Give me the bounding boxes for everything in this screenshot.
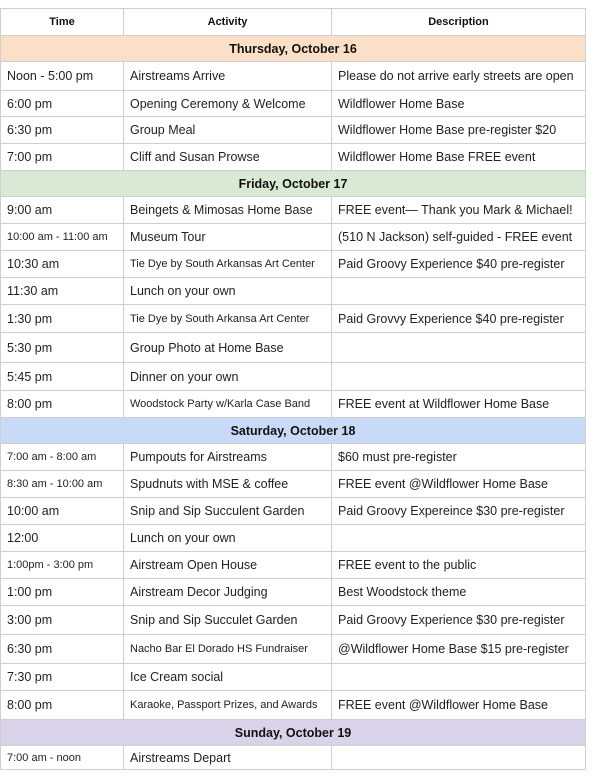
event-time: 12:00 <box>1 525 124 552</box>
day-title: Thursday, October 16 <box>1 36 586 62</box>
event-time: 10:00 am - 11:00 am <box>1 224 124 251</box>
event-description: Paid Groovy Experience $40 pre-register <box>332 251 586 278</box>
event-row <box>1 251 586 278</box>
event-time: 8:30 am - 10:00 am <box>1 471 124 498</box>
event-time: 7:00 am - 8:00 am <box>1 444 124 471</box>
event-activity: Pumpouts for Airstreams <box>124 444 332 471</box>
event-time: 1:00 pm <box>1 579 124 606</box>
event-description <box>332 333 586 363</box>
event-time: 5:45 pm <box>1 363 124 391</box>
event-description: $60 must pre-register <box>332 444 586 471</box>
event-row <box>1 635 586 664</box>
event-activity: Opening Ceremony & Welcome <box>124 91 332 117</box>
event-row <box>1 471 586 498</box>
event-activity: Group Meal <box>124 117 332 144</box>
event-time: 8:00 pm <box>1 691 124 720</box>
event-activity: Karaoke, Passport Prizes, and Awards <box>124 691 332 720</box>
event-activity: Airstreams Arrive <box>124 62 332 91</box>
event-time: 7:30 pm <box>1 664 124 691</box>
event-row <box>1 91 586 117</box>
event-row <box>1 305 586 333</box>
event-time: Noon - 5:00 pm <box>1 62 124 91</box>
event-description: FREE event @Wildflower Home Base <box>332 471 586 498</box>
event-description: FREE event to the public <box>332 552 586 579</box>
event-activity: Museum Tour <box>124 224 332 251</box>
event-description: FREE event— Thank you Mark & Michael! <box>332 197 586 224</box>
event-activity: Airstream Open House <box>124 552 332 579</box>
event-row <box>1 117 586 144</box>
event-description <box>332 363 586 391</box>
event-activity: Nacho Bar El Dorado HS Fundraiser <box>124 635 332 664</box>
event-row <box>1 579 586 606</box>
event-time: 1:30 pm <box>1 305 124 333</box>
day-header-row <box>1 418 586 444</box>
event-row <box>1 498 586 525</box>
event-description: FREE event @Wildflower Home Base <box>332 691 586 720</box>
event-time: 7:00 pm <box>1 144 124 171</box>
event-row <box>1 606 586 635</box>
event-time: 3:00 pm <box>1 606 124 635</box>
event-activity: Snip and Sip Succulet Garden <box>124 606 332 635</box>
event-description: Paid Groovy Expereince $30 pre-register <box>332 498 586 525</box>
event-description: Best Woodstock theme <box>332 579 586 606</box>
event-activity: Cliff and Susan Prowse <box>124 144 332 171</box>
event-activity: Airstream Decor Judging <box>124 579 332 606</box>
event-row <box>1 224 586 251</box>
event-time: 7:00 am - noon <box>1 746 124 770</box>
event-time: 11:30 am <box>1 278 124 305</box>
event-time: 10:00 am <box>1 498 124 525</box>
event-time: 6:30 pm <box>1 635 124 664</box>
event-description: Wildflower Home Base pre-register $20 <box>332 117 586 144</box>
event-row <box>1 525 586 552</box>
event-activity: Dinner on your own <box>124 363 332 391</box>
event-description: Paid Grovvy Experience $40 pre-register <box>332 305 586 333</box>
event-activity: Spudnuts with MSE & coffee <box>124 471 332 498</box>
event-activity: Lunch on your own <box>124 278 332 305</box>
time-header: Time <box>1 9 124 36</box>
event-activity: Airstreams Depart <box>124 746 332 770</box>
event-activity: Group Photo at Home Base <box>124 333 332 363</box>
day-header-row <box>1 720 586 746</box>
event-time: 5:30 pm <box>1 333 124 363</box>
event-description: @Wildflower Home Base $15 pre-register <box>332 635 586 664</box>
event-time: 9:00 am <box>1 197 124 224</box>
event-activity: Beingets & Mimosas Home Base <box>124 197 332 224</box>
event-time: 10:30 am <box>1 251 124 278</box>
schedule-table <box>0 8 586 770</box>
event-row <box>1 552 586 579</box>
header-row <box>1 9 586 36</box>
day-header-row <box>1 171 586 197</box>
event-time: 6:00 pm <box>1 91 124 117</box>
day-title: Saturday, October 18 <box>1 418 586 444</box>
day-title: Sunday, October 19 <box>1 720 586 746</box>
event-description <box>332 525 586 552</box>
event-description <box>332 664 586 691</box>
event-time: 1:00pm - 3:00 pm <box>1 552 124 579</box>
event-description <box>332 278 586 305</box>
event-description <box>332 746 586 770</box>
event-description: FREE event at Wildflower Home Base <box>332 391 586 418</box>
event-description: Wildflower Home Base <box>332 91 586 117</box>
event-row <box>1 664 586 691</box>
event-time: 6:30 pm <box>1 117 124 144</box>
event-description: Paid Groovy Experience $30 pre-register <box>332 606 586 635</box>
schedule-body <box>1 36 586 770</box>
day-title: Friday, October 17 <box>1 171 586 197</box>
event-activity: Tie Dye by South Arkansas Art Center <box>124 251 332 278</box>
event-description: (510 N Jackson) self-guided - FREE event <box>332 224 586 251</box>
event-row <box>1 333 586 363</box>
event-activity: Lunch on your own <box>124 525 332 552</box>
event-row <box>1 278 586 305</box>
event-row <box>1 62 586 91</box>
event-row <box>1 391 586 418</box>
event-row <box>1 144 586 171</box>
event-activity: Ice Cream social <box>124 664 332 691</box>
event-activity: Woodstock Party w/Karla Case Band <box>124 391 332 418</box>
event-description: Please do not arrive early streets are open <box>332 62 586 91</box>
event-activity: Tie Dye by South Arkansa Art Center <box>124 305 332 333</box>
event-activity: Snip and Sip Succulent Garden <box>124 498 332 525</box>
day-header-row <box>1 36 586 62</box>
description-header: Description <box>332 9 586 36</box>
event-time: 8:00 pm <box>1 391 124 418</box>
event-row <box>1 444 586 471</box>
activity-header: Activity <box>124 9 332 36</box>
event-row <box>1 746 586 770</box>
event-row <box>1 363 586 391</box>
event-row <box>1 691 586 720</box>
event-row <box>1 197 586 224</box>
event-description: Wildflower Home Base FREE event <box>332 144 586 171</box>
